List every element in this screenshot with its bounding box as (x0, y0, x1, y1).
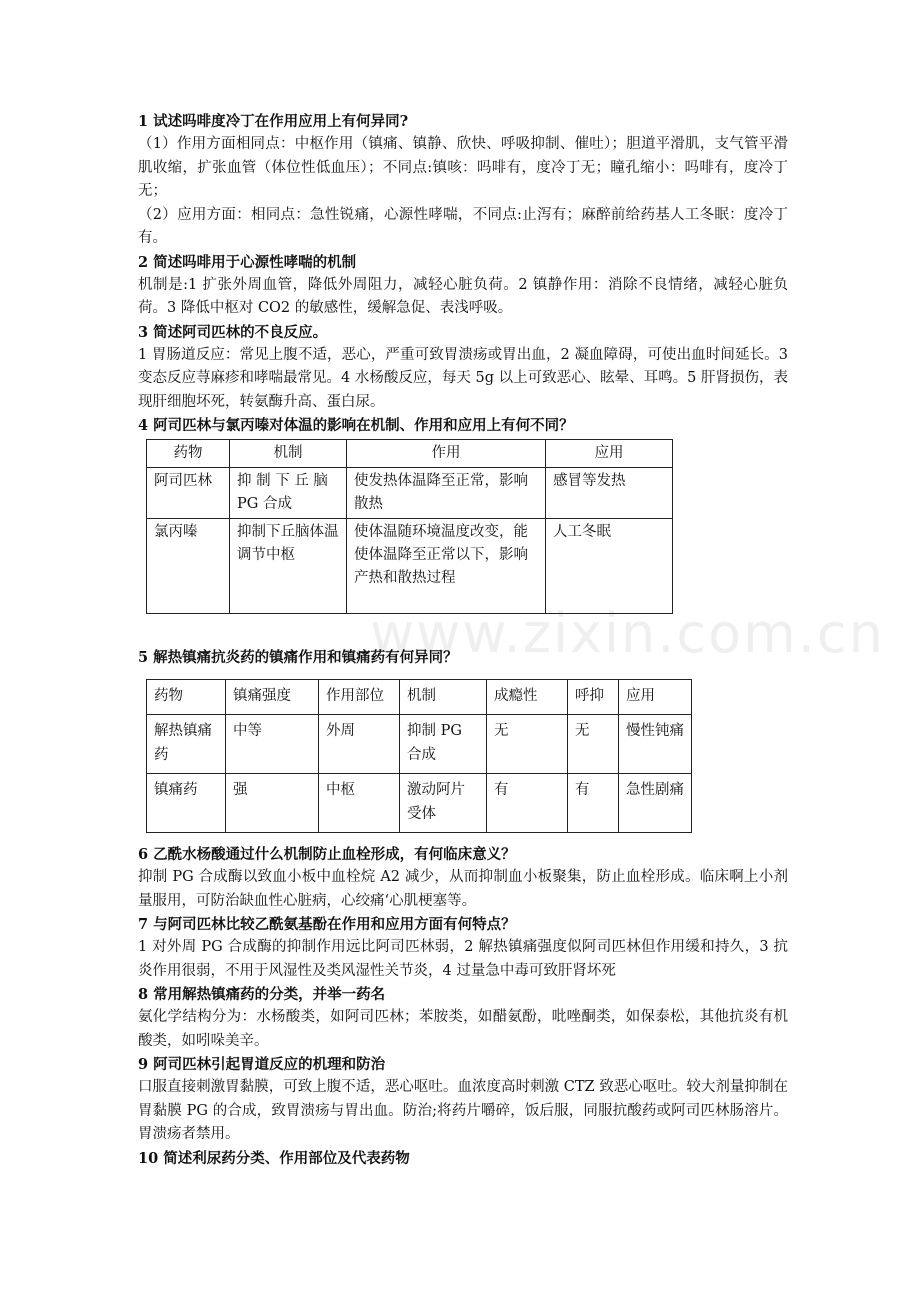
table-cell: 镇痛药 (147, 774, 226, 833)
question-6-answer: 抑制 PG 合成酶以致血小板中血栓烷 A2 减少，从而抑制血小板聚集，防止血栓形成。临床啊上小剂量服用，可防治缺血性心脏病，心绞痛‘心肌梗塞等。 (138, 869, 788, 909)
table-cell: 无 (487, 715, 568, 774)
table-cell: 感冒等发热 (546, 468, 673, 519)
question-6-title: 6 乙酰水杨酸通过什么机制防止血栓形成，有何临床意义？ (138, 846, 516, 863)
question-3-answer: 1 胃肠道反应：常见上腹不适，恶心，严重可致胃溃疡或胃出血，2 凝血障碍，可使出血时间延长。3 变态反应荨麻疹和哮喘最常见。4 水杨酸反应，每天 5g 以上可致恶心、眩晕、耳鸣。5 肝肾损伤，表现肝细胞坏死，转氨酶升高、蛋白尿。 (138, 346, 788, 410)
table-cell: 抑制 PG 合成 (400, 715, 487, 774)
table-cell: 使发热体温降至正常，影响散热 (347, 468, 546, 519)
table-cell: 有 (568, 774, 619, 833)
table-header-row (147, 440, 673, 468)
table-header-cell: 应用 (619, 680, 692, 715)
watermark: www.zixin.com.cn (370, 602, 885, 665)
table-cell: 慢性钝痛 (619, 715, 692, 774)
table-header-cell: 机制 (400, 680, 487, 715)
table-row (147, 468, 673, 519)
table-cell: 中等 (226, 715, 319, 774)
table-cell: 使体温随环境温度改变，能使体温降至正常以下，影响产热和散热过程 (347, 519, 546, 614)
question-10-title: 10 简述利尿药分类、作用部位及代表药物 (138, 1149, 410, 1167)
table-cell: 解热镇痛药 (147, 715, 226, 774)
question-5-table (146, 679, 692, 833)
question-9-answer: 口服直接刺激胃黏膜，可致上腹不适，恶心呕吐。血浓度高时刺激 CTZ 致恶心呕吐。较大剂量抑制在胃黏膜 PG 的合成，致胃溃疡与胃出血。防治;将药片嚼碎，饭后服，同服抗酸药或阿司匹林肠溶片。胃溃疡者禁用。 (138, 1079, 788, 1142)
document-page (138, 110, 788, 1170)
question-1-answer-part-2: （2）应用方面：相同点：急性锐痛，心源性哮喘，不同点:止泻有；麻醉前给药基人工冬眠：度冷丁有。 (138, 206, 788, 246)
table-row (147, 519, 673, 614)
table-header-row (147, 680, 692, 715)
table-row (147, 774, 692, 833)
question-5-title: 5 解热镇痛抗炎药的镇痛作用和镇痛药有何异同？ (138, 649, 458, 666)
table-header-cell: 应用 (546, 440, 673, 468)
question-7-title: 7 与阿司匹林比较乙酰氨基酚在作用和应用方面有何特点？ (138, 916, 516, 933)
table-header-cell: 作用部位 (319, 680, 400, 715)
table-cell: 无 (568, 715, 619, 774)
question-1-answer-part-1: （1）作用方面相同点：中枢作用（镇痛、镇静、欣快、呼吸抑制、催吐）；胆道平滑肌，支气管平滑肌收缩，扩张血管（体位性低血压）；不同点:镇咳：吗啡有，度冷丁无；瞳孔缩小：吗啡有，度冷丁无； (138, 136, 788, 199)
question-8-title: 8 常用解热镇痛药的分类，并举一药名 (138, 986, 386, 1003)
table-cell: 人工冬眠 (546, 519, 673, 614)
question-8-answer: 氨化学结构分为：水杨酸类，如阿司匹林；苯胺类，如醋氨酚，吡唑酮类，如保泰松，其他抗炎有机酸类，如吲哚美辛。 (138, 1009, 788, 1049)
table-cell: 强 (226, 774, 319, 833)
question-2-answer: 机制是:1 扩张外周血管，降低外周阻力，减轻心脏负荷。2 镇静作用：消除不良情绪，减轻心脏负荷。3 降低中枢对 CO2 的敏感性，缓解急促、表浅呼吸。 (138, 276, 788, 316)
table-cell: 中枢 (319, 774, 400, 833)
table-header-cell: 成瘾性 (487, 680, 568, 715)
table-cell: 急性剧痛 (619, 774, 692, 833)
table-cell: 阿司匹林 (147, 468, 230, 519)
question-7-answer: 1 对外周 PG 合成酶的抑制作用远比阿司匹林弱，2 解热镇痛强度似阿司匹林但作用缓和持久，3 抗炎作用很弱，不用于风湿性及类风湿性关节炎，4 过量急中毒可致肝肾坏死 (138, 939, 788, 979)
table-cell: 氯丙嗪 (147, 519, 230, 614)
question-2-title: 2 简述吗啡用于心源性哮喘的机制 (138, 253, 357, 271)
table-cell: 抑 制 下 丘 脑 PG 合成 (230, 468, 347, 519)
table-header-cell: 镇痛强度 (226, 680, 319, 715)
question-4-title: 4 阿司匹林与氯丙嗪对体温的影响在机制、作用和应用上有何不同？ (138, 417, 574, 434)
table-header-cell: 药物 (147, 440, 230, 468)
table-header-cell: 作用 (347, 440, 546, 468)
table-header-cell: 机制 (230, 440, 347, 468)
table-header-cell: 呼抑 (568, 680, 619, 715)
table-cell: 外周 (319, 715, 400, 774)
question-1-title: 1 试述吗啡度冷丁在作用应用上有何异同? (138, 113, 409, 130)
table-cell: 有 (487, 774, 568, 833)
question-9-title: 9 阿司匹林引起胃道反应的机理和防治 (138, 1056, 386, 1073)
question-3-title: 3 简述阿司匹林的不良反应。 (138, 323, 328, 341)
table-header-cell: 药物 (147, 680, 226, 715)
table-row (147, 715, 692, 774)
table-cell: 激动阿片受体 (400, 774, 487, 833)
question-4-table (146, 439, 673, 614)
table-cell: 抑制下丘脑体温调节中枢 (230, 519, 347, 614)
